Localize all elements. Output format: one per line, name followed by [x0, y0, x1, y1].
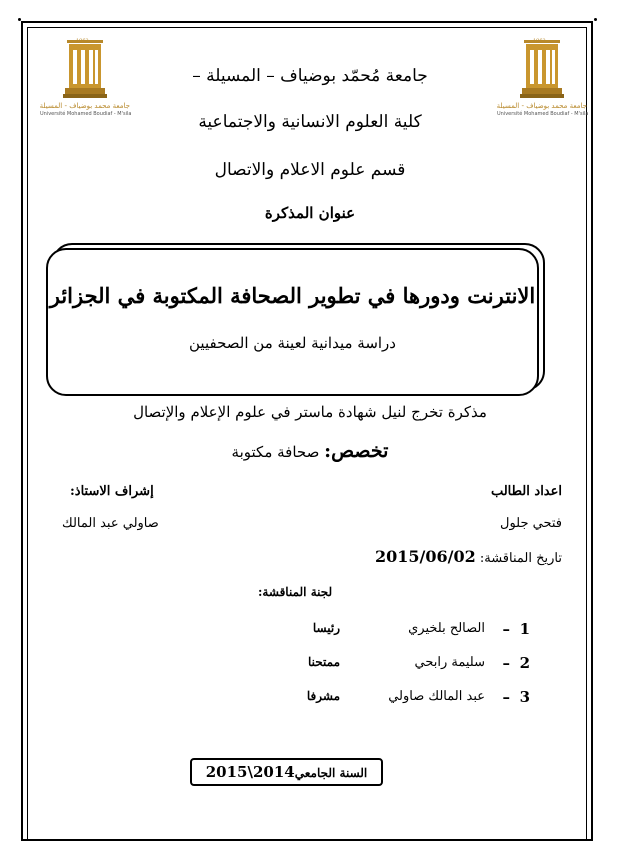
committee-dash: – — [502, 620, 510, 638]
committee-row — [260, 620, 530, 646]
committee-member-role: مشرفا — [306, 689, 340, 703]
committee-number: 3 — [519, 688, 530, 706]
academic-year-box — [190, 758, 383, 786]
thesis-subtitle: دراسة ميدانية لعينة من الصحفيين — [189, 334, 396, 352]
academic-year-label: السنة الجامعي — [294, 766, 368, 780]
degree-statement: مذكرة تخرج لنيل شهادة ماستر في علوم الإعلام والإتصال — [133, 403, 487, 421]
logo-name-ar: جامعة محمد بوضياف - المسيلة — [496, 102, 587, 110]
corner-dot — [594, 18, 597, 21]
faculty-name: كلية العلوم الانسانية والاجتماعية — [198, 112, 422, 132]
logo-year: 1962 — [76, 38, 89, 44]
committee-dash: – — [502, 654, 510, 672]
memo-title-label: عنوان المذكرة — [264, 204, 356, 222]
committee-member-role: رئيسا — [312, 621, 340, 635]
academic-year-value: 2015\2014 — [205, 763, 295, 781]
department-name: قسم علوم الاعلام والاتصال — [214, 160, 406, 180]
logo-year: 1962 — [533, 38, 546, 44]
logo-name-ar: جامعة محمد بوضياف - المسيلة — [39, 102, 130, 110]
committee-member-role: ممتحنا — [307, 655, 340, 669]
defense-date-label: تاريخ المناقشة: — [479, 551, 562, 566]
committee-number: 1 — [519, 620, 530, 638]
student-name: فتحي جلول — [500, 516, 562, 531]
logo-name-en: Université Mohamed Boudiaf - M'sila — [40, 111, 132, 117]
supervisor-name: صاولي عبد المالك — [62, 516, 159, 531]
corner-dot — [18, 18, 21, 21]
thesis-title: الانترنت ودورها في تطوير الصحافة المكتوبة في الجزائر — [49, 283, 536, 308]
specialty-value: صحافة مكتوبة — [231, 443, 320, 461]
logo-name-en: Université Mohamed Boudiaf - M'sila — [497, 111, 589, 117]
specialty-label: تخصص: — [324, 440, 389, 462]
committee-label: لجنة المناقشة: — [258, 585, 333, 599]
specialty-line — [60, 440, 560, 462]
committee-member-name: الصالح بلخيري — [408, 621, 485, 636]
defense-date-line — [375, 547, 562, 566]
student-label: اعداد الطالب — [490, 484, 562, 499]
committee-member-name: عبد المالك صاولي — [388, 689, 485, 704]
committee-dash: – — [502, 688, 510, 706]
supervisor-label: إشراف الاستاذ: — [70, 484, 154, 499]
defense-date-value: 2015/06/02 — [374, 547, 476, 566]
university-name: جامعة مُحمّد بوضياف – المسيلة – — [192, 66, 428, 86]
committee-number: 2 — [519, 654, 530, 672]
committee-row — [260, 654, 530, 680]
page-border-inner — [27, 27, 587, 841]
title-box — [46, 248, 539, 396]
committee-member-name: سليمة رابحي — [414, 655, 485, 670]
committee-row — [260, 688, 530, 714]
